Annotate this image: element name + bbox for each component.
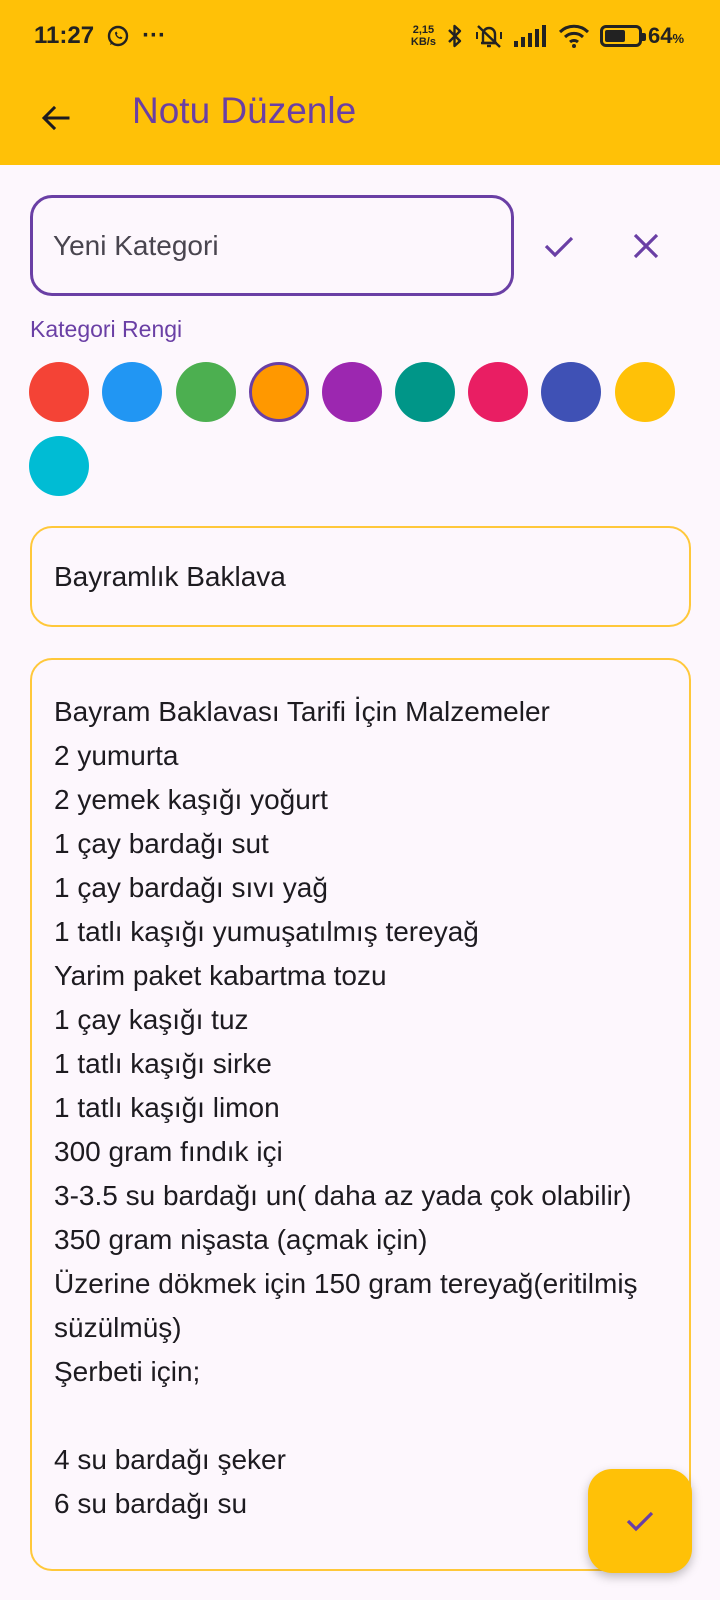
- battery-level-fill: [605, 30, 625, 42]
- vibrate-mute-icon: [474, 23, 504, 49]
- note-body-text[interactable]: Bayram Baklavası Tarifi İçin Malzemeler 2 yumurta 2 yemek kaşığı yoğurt 1 çay bardağı sut 1 çay bardağı sıvı yağ 1 tatlı kaşığı yumuşatılmış tereyağ Yarim paket kabartma tozu 1 çay kaşığı tuz 1 tatlı kaşığı sirke 1 tatlı kaşığı limon 300 gram fındık içi 3-3.5 su bardağı un( daha az yada çok olabilir) 350 gram nişasta (açmak için) Üzerine dökmek için 150 gram tereyağ(eritilmiş süzülmüş) Şerbeti için; 4 su bardağı şeker 6 su bardağı su: [54, 696, 638, 1519]
- color-swatch-blue[interactable]: [102, 362, 162, 422]
- check-icon: [542, 229, 576, 263]
- check-icon: [623, 1504, 657, 1538]
- color-swatch-purple[interactable]: [322, 362, 382, 422]
- color-swatch-pink[interactable]: [468, 362, 528, 422]
- battery-indicator: [600, 23, 684, 49]
- network-speed-value: 2,15: [412, 24, 435, 36]
- arrow-back-icon: [40, 102, 72, 134]
- status-time: 11:27: [34, 22, 95, 49]
- color-swatch-green[interactable]: [176, 362, 236, 422]
- color-swatch-red[interactable]: [29, 362, 89, 422]
- note-body-field[interactable]: [30, 658, 691, 1571]
- cancel-category-button[interactable]: [616, 216, 676, 276]
- category-color-label: Kategori Rengi: [30, 316, 183, 342]
- color-swatch-indigo[interactable]: [541, 362, 601, 422]
- battery-percent: 64: [647, 23, 673, 48]
- color-swatch-amber[interactable]: [615, 362, 675, 422]
- page-title: Notu Düzenle: [132, 90, 357, 131]
- battery-icon: [600, 25, 642, 47]
- cellular-signal-icon: [514, 25, 548, 47]
- wifi-icon: [558, 24, 590, 48]
- color-swatch-orange[interactable]: [249, 362, 309, 422]
- bluetooth-icon: [446, 23, 464, 49]
- new-category-input[interactable]: [30, 195, 514, 296]
- color-swatch-teal[interactable]: [395, 362, 455, 422]
- network-speed-unit: KB/s: [410, 36, 436, 48]
- more-notifications-icon: ···: [142, 22, 167, 49]
- color-swatch-cyan[interactable]: [29, 436, 89, 496]
- note-title-input[interactable]: [30, 526, 691, 627]
- confirm-category-button[interactable]: [529, 216, 589, 276]
- whatsapp-icon: [106, 24, 130, 48]
- save-note-button[interactable]: [588, 1469, 692, 1573]
- back-button[interactable]: [30, 92, 82, 144]
- status-bar: [0, 0, 720, 72]
- toolbar: [0, 72, 720, 165]
- network-speed: [411, 24, 436, 48]
- app-bar: [0, 0, 720, 165]
- battery-percent-symbol: %: [672, 31, 684, 46]
- close-icon: [631, 231, 661, 261]
